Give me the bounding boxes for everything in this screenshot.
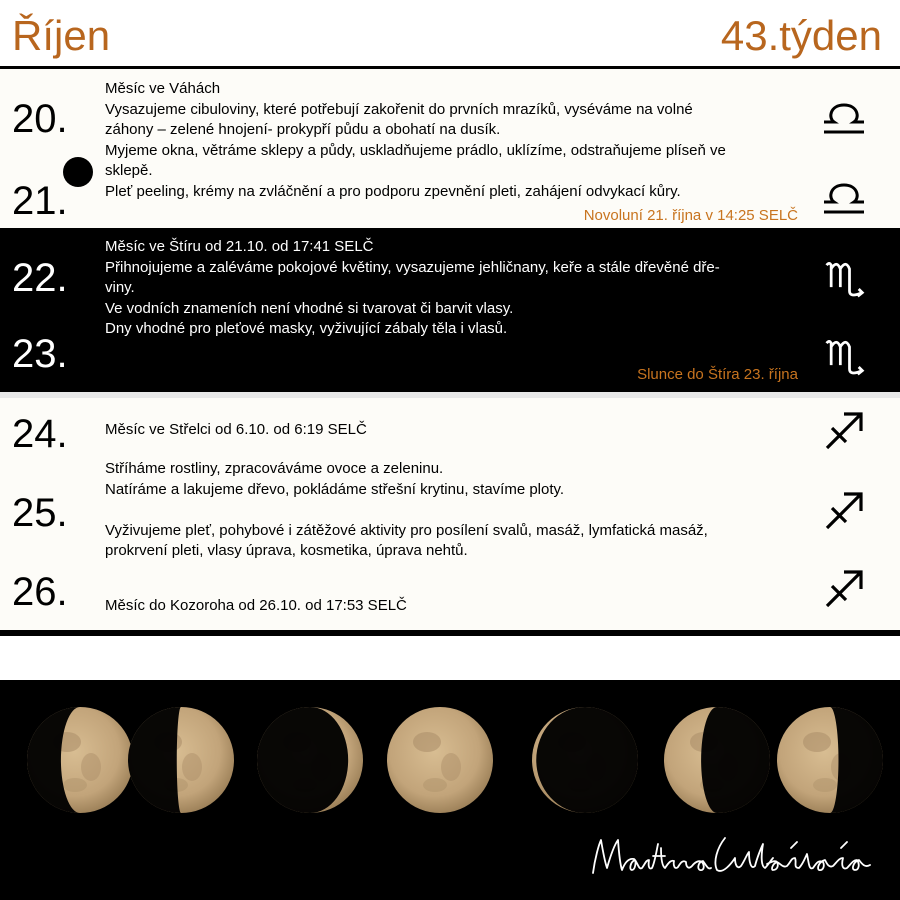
- day-25: 25.: [12, 491, 68, 535]
- month-title: Říjen: [12, 12, 111, 59]
- text-line: Vyživujeme pleť, pohybové i zátěžové aktivity pro posílení svalů, masáž, lymfatická masáž,: [105, 521, 708, 539]
- scorpio-text: [105, 237, 795, 340]
- signature: [585, 818, 885, 888]
- text-line: viny.: [105, 279, 135, 297]
- text-line: Vysazujeme cibuloviny, které potřebují zakořenit do prvních mrazíků, vyséváme na volné: [105, 100, 693, 118]
- day-20: 20.: [12, 97, 68, 141]
- libra-section: [0, 66, 900, 228]
- week-number: 43.týden: [720, 12, 882, 59]
- text-line: Myjeme okna, větráme sklepy a půdy, uskladňujeme prádlo, uklízíme, odstraňujeme plíseň ve: [105, 141, 726, 159]
- spacer: [0, 636, 900, 680]
- libra-text: [105, 79, 795, 203]
- libra-icon: [822, 96, 866, 140]
- day-26: 26.: [12, 570, 68, 614]
- text-line: Natíráme a lakujeme dřevo, pokládáme střešní krytinu, stavíme ploty.: [105, 480, 565, 498]
- scorpio-icon: [822, 256, 866, 300]
- day-21: 21.: [12, 179, 68, 223]
- scorpio-section: [0, 228, 900, 392]
- moon-phase-2: [126, 697, 236, 823]
- sagittarius-text: [105, 459, 795, 562]
- moon-sign-line: Měsíc ve Střelci od 6.10. od 6:19 SELČ: [105, 421, 367, 438]
- moon-sign-line: Měsíc ve Štíru od 21.10. od 17:41 SELČ: [105, 238, 374, 255]
- libra-icon: [822, 176, 866, 220]
- moon-sign-line: Měsíc ve Váhách: [105, 80, 221, 97]
- moon-phase-5: [530, 697, 640, 823]
- day-24: 24.: [12, 412, 68, 456]
- moon-capricorn-line: Měsíc do Kozoroha od 26.10. od 17:53 SELČ: [105, 597, 407, 614]
- text-line: Pleť peeling, krémy na zvláčnění a pro podporu zpevnění pleti, zahájení odvykací kůry.: [105, 182, 681, 200]
- text-line: prokrvení pleti, vlasy úprava, kosmetika, úprava nehtů.: [105, 542, 468, 560]
- day-23: 23.: [12, 332, 68, 376]
- moon-phase-3: [255, 697, 365, 823]
- text-line: záhony – zelené hnojení- prokypří půdu a obohatí na dusík.: [105, 121, 501, 139]
- scorpio-icon: [822, 334, 866, 378]
- moon-phase-1: [25, 697, 135, 823]
- moon-phase-4: [385, 697, 495, 823]
- moon-phase-6: [662, 697, 772, 823]
- day-22: 22.: [12, 256, 68, 300]
- sagittarius-icon: [822, 566, 866, 610]
- page-header: [0, 0, 900, 66]
- sagittarius-section: [0, 392, 900, 636]
- text-line: Ve vodních znameních není vhodné si tvarovat či barvit vlasy.: [105, 299, 514, 317]
- moon-phase-7: [775, 697, 885, 823]
- text-line: Stříháme rostliny, zpracováváme ovoce a zeleninu.: [105, 460, 444, 477]
- text-line: Přihnojujeme a zaléváme pokojové květiny, vysazujeme jehličnany, keře a stále dřevěné dře-: [105, 258, 720, 276]
- sagittarius-icon: [822, 408, 866, 452]
- sagittarius-icon: [822, 488, 866, 532]
- sun-scorpio-note: Slunce do Štíra 23. října: [637, 366, 798, 383]
- new-moon-icon: [63, 157, 93, 187]
- text-line: Dny vhodné pro pleťové masky, vyživující zábaly těla i vlasů.: [105, 320, 508, 338]
- text-line: sklepě.: [105, 162, 153, 180]
- new-moon-note: Novoluní 21. října v 14:25 SELČ: [583, 207, 798, 224]
